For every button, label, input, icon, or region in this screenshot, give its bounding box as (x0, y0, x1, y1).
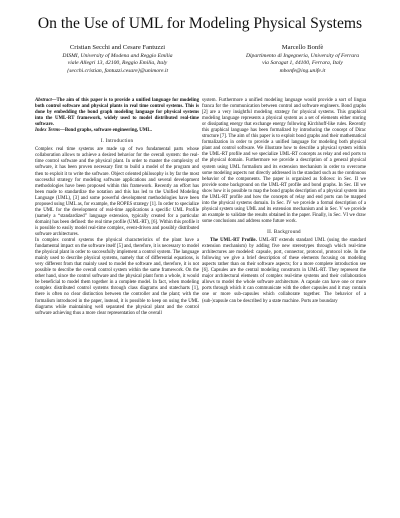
author-names: Cristian Secchi and Cesare Fantuzzi (69, 44, 166, 51)
author-address: viale Allegri 13, 42100, Reggio Emilia, Italy (67, 60, 168, 67)
background-text: UML-RT extends standard UML (using the standard extension mechanism) by adding five new stereotypes through which real-time architectures are modeled: capsule, port, connector, protocol, protocol role. In the following we give a brief description of these elements focusing on modeling aspects rather than on their software aspects; for a more complete introduction see [6]. Capsules are the central modeling constructs in UML-RT. They represent the major architectural elements of complex real-time systems and their collaboration allows to model the whole software architecture. A capsule can have one or more ports through which it can communicate with the other capsules and it may contain one or more sub-capsules which collaborate together. The behavior of a (sub-)capsule can be described by a state machine. Ports are boundary (202, 238, 366, 304)
intro-paragraph: In complex control systems the physical characteristics of the plant have a fundamental impact on the software itself [5] and, therefore, it is necessary to model the physical plant in order to successfully implement a control system. The language mainly used to describe physical systems, namely that of differential equations, is very different from that mainly used to model the software and, therefore, it is not possible to describe the overall control system within the same framework. On the other hand, since the control software and the physical plant form a whole, it would be beneficial to model them together in a complete model. In fact, when modeling complex distributed control systems through class diagrams and statecharts [1], there is often no clear distinction between the controller and the plant; with the formalism introduced in the paper, instead, it is possible to keep on using the UML diagrams while maintaining well separated the physical plant and the control software achieving thus a more clear representation of the overall (35, 238, 199, 316)
right-column (202, 98, 366, 305)
background-paragraph (202, 238, 366, 305)
index-terms (35, 128, 199, 134)
author-block-2 (230, 44, 375, 75)
author-affiliation: DISMI, University of Modena and Reggio Emilia (62, 53, 173, 59)
section-heading-background: II. Background (267, 228, 301, 235)
paper-title: On the Use of UML for Modeling Physical Systems (37, 15, 363, 32)
author-block-1 (30, 44, 205, 75)
intro-paragraph: Complex real time systems are made up of two fundamental parts whose collaboration allows to achieve a desired behavior for the overall system: the real-time control software and the physical plant. In order to master the complexity of software, it has been proven necessary first to build a model of the program and then to exploit it to write the software. Object oriented philosophy is by far the most successful strategy for modeling software applications and several development methodologies have been proposed within this framework. Recently an effort has been made to standardize the notation and this has led to the Unified Modeling Language (UML), [3] and some powerful development methodologies have been proposed using UML as, for example, the ROPES strategy [1]. In order to specialize the UML for the development of real-time applications a specific UML Profile (namely a “standardized” language extension, typically created for a particular domain) has been defined: the real time profile (UML-RT), [6]. Within this profile it is possible to easily model real-time complex, event-driven and possibly distributed software architectures. (35, 147, 199, 237)
author-names: Marcello Bonfè (281, 44, 324, 51)
author-email: mbonfe@ing.unife.it (279, 67, 326, 74)
author-email: {secchi.cristian, fantuzzi.cesare}@unimore.it (66, 67, 169, 74)
intro-paragraph-continued: system. Furthermore a unified modeling language would provide a sort of lingua franca for the communication between control and software engineers. Bond graphs [2] are a very insightful modeling strategy for physical systems. This graphical modeling language represents a physical system as a set of elements either storing or dissipating energy that exchange energy following Kirchhoff-like rules. Recently this graphical language has been formalized by introducing the concept of Dirac structure [7]. The aim of this paper is to exploit bond graphs and their mathematical formalization in order to provide a unified language for modeling both physical plant and control software. We illustrate how to describe a physical system within the UML-RT profile and we specialize UML-RT concepts as relay and end ports to the physical domain. Furthermore we provide a description of a general physical system using UML formalism and its extension mechanism in order to overcome some modeling aspects not directly addressed in the standard such as the continuous behavior of the components. The paper is organized as follows: in Sec. II we provide some background on the UML-RT profile and bond graphs. In Sec. III we show how it is possible to map the bond graphs description of a physical system into the UML-RT profile and how the concepts of relay and end ports can be mapped into the physical systems domain. In Sec. IV we provide a formal description of a physical system using UML and its extension mechanism and in Sec. V we provide an example to validate the results obtained in the paper. Finally, in Sec. VI we draw some conclusions and address some future work. (202, 98, 366, 224)
abstract-label: Abstract— (35, 98, 57, 103)
left-column (35, 98, 199, 317)
index-terms-label: Index Terms— (35, 128, 65, 134)
author-affiliation: Dipartimento di Ingegneria, University of Ferrara (245, 53, 360, 59)
abstract-text: The aim of this paper is to provide a unified language for modeling both control software and physical plants in real time control systems. This is done by embedding the bond graph modeling language for physical systems into the UML-RT framework, widely used to model distributed real-time software. (35, 98, 199, 128)
index-terms-text: Bond graphs, software engineering, UML. (64, 128, 152, 134)
abstract (35, 98, 199, 128)
section-heading-introduction: I. Introduction (100, 138, 134, 145)
author-address: via Saragat 1, 44100, Ferrara, Italy (262, 60, 343, 67)
background-runin-heading: The UML-RT Profile. (210, 238, 257, 244)
